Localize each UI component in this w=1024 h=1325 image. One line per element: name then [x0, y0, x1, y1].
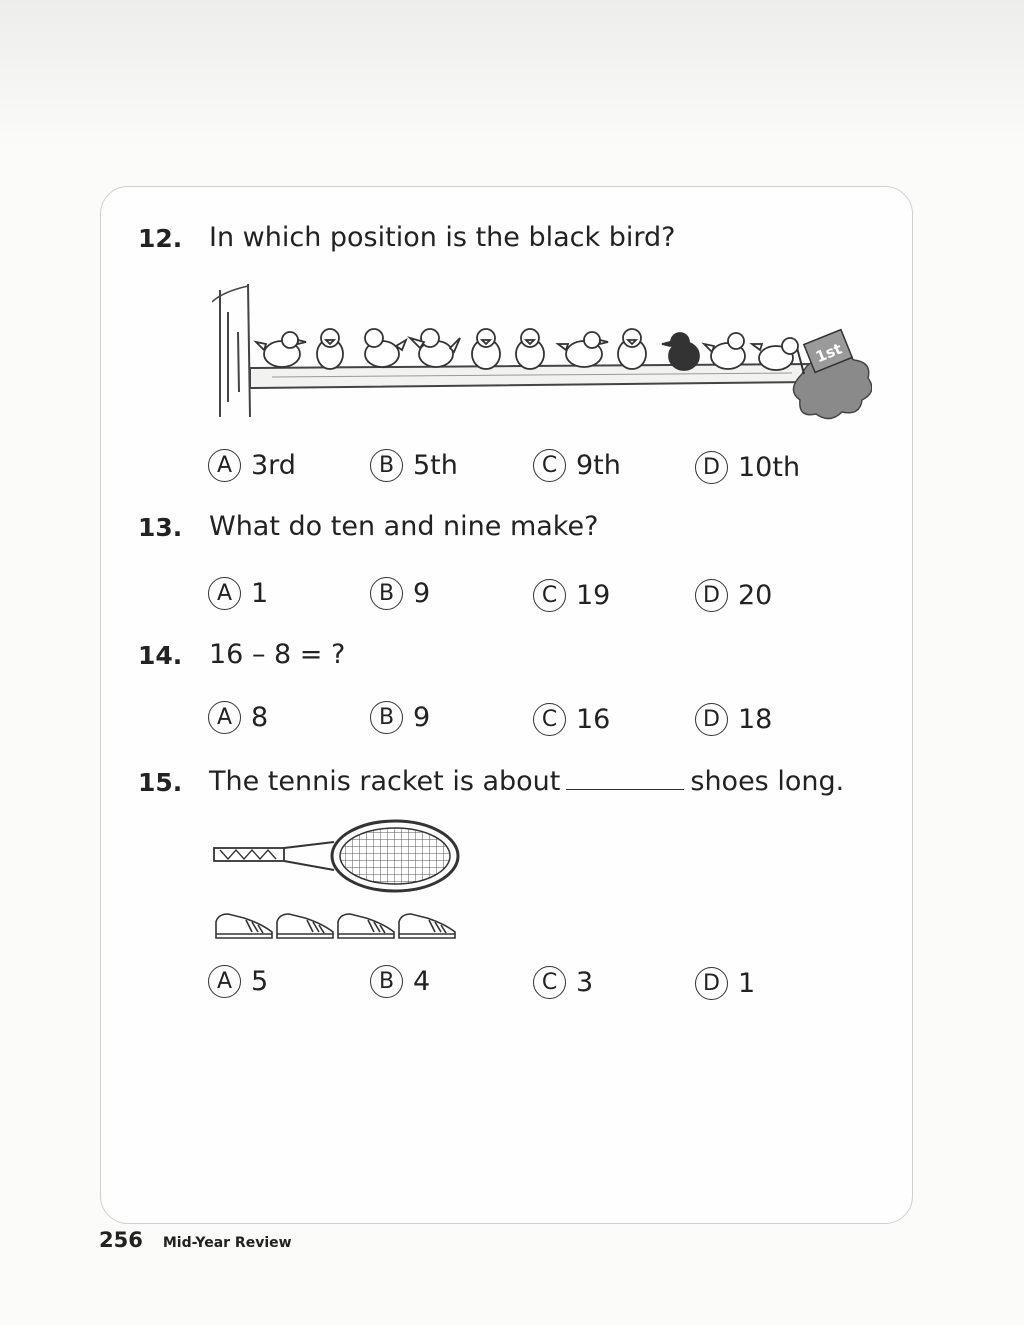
- option-a[interactable]: [208, 701, 268, 734]
- option-value: 9th: [576, 450, 621, 481]
- option-a[interactable]: [208, 449, 296, 482]
- option-value: 20: [738, 580, 773, 611]
- bird-icon: [704, 333, 745, 369]
- tennis-racket-and-shoes-illustration: [212, 818, 464, 944]
- option-value: 3rd: [251, 450, 296, 481]
- question-text-after: shoes long.: [690, 766, 845, 797]
- option-c[interactable]: [533, 966, 593, 999]
- option-value: 3: [576, 967, 594, 998]
- question-text: 16 – 8 = ?: [209, 639, 346, 670]
- question-text: [209, 766, 844, 797]
- option-letter-circle: A: [208, 701, 241, 734]
- option-value: 10th: [738, 452, 801, 483]
- option-c[interactable]: [533, 579, 610, 612]
- question-text: What do ten and nine make?: [209, 511, 599, 542]
- option-value: 18: [738, 704, 773, 735]
- answer-blank: [566, 771, 684, 790]
- option-b[interactable]: [370, 577, 430, 610]
- option-c[interactable]: [533, 703, 610, 736]
- question-number: 13.: [138, 513, 183, 542]
- bird-icon: [410, 329, 460, 367]
- option-c[interactable]: [533, 449, 621, 482]
- option-value: 9: [413, 702, 431, 733]
- question-number: 12.: [138, 224, 183, 253]
- question-number: 14.: [138, 641, 183, 670]
- option-letter-circle: A: [208, 577, 241, 610]
- question-text-before: The tennis racket is about: [209, 766, 561, 797]
- option-letter-circle: D: [695, 579, 728, 612]
- bird-icon: [618, 329, 646, 369]
- birds-on-branch-illustration: [212, 282, 872, 422]
- option-letter-circle: C: [533, 579, 566, 612]
- question-text: In which position is the black bird?: [209, 222, 676, 253]
- option-value: 16: [576, 704, 611, 735]
- bird-icon: [472, 329, 500, 369]
- option-value: 1: [738, 968, 756, 999]
- tennis-racket-icon: [214, 821, 458, 891]
- bird-icon: [558, 332, 608, 367]
- option-value: 4: [413, 966, 431, 997]
- question-number: 15.: [138, 768, 183, 797]
- option-d[interactable]: [695, 703, 772, 736]
- section-label: Mid-Year Review: [162, 1235, 292, 1251]
- option-letter-circle: D: [695, 703, 728, 736]
- shoe-icon: [338, 914, 394, 938]
- option-letter-circle: A: [208, 965, 241, 998]
- option-letter-circle: D: [695, 451, 728, 484]
- option-letter-circle: B: [370, 965, 403, 998]
- option-d[interactable]: [695, 967, 755, 1000]
- shoe-icon: [277, 914, 333, 938]
- bird-icon: [317, 329, 343, 369]
- option-b[interactable]: [370, 701, 430, 734]
- option-letter-circle: C: [533, 703, 566, 736]
- scan-shadow: [0, 0, 1024, 150]
- option-letter-circle: B: [370, 701, 403, 734]
- option-b[interactable]: [370, 965, 430, 998]
- option-value: 9: [413, 578, 431, 609]
- option-value: 19: [576, 580, 611, 611]
- option-a[interactable]: [208, 577, 268, 610]
- shoe-icon: [216, 914, 272, 938]
- option-value: 5th: [413, 450, 458, 481]
- option-a[interactable]: [208, 965, 268, 998]
- option-letter-circle: D: [695, 967, 728, 1000]
- option-value: 5: [251, 966, 269, 997]
- shoe-icon: [399, 914, 455, 938]
- option-letter-circle: B: [370, 577, 403, 610]
- option-letter-circle: A: [208, 449, 241, 482]
- option-letter-circle: C: [533, 966, 566, 999]
- flag-label: 1st: [813, 339, 845, 367]
- option-letter-circle: B: [370, 449, 403, 482]
- bird-icon: [516, 329, 544, 369]
- bird-icon: [365, 329, 406, 367]
- option-value: 1: [251, 578, 269, 609]
- bird-icon: [256, 332, 306, 367]
- option-b[interactable]: [370, 449, 458, 482]
- page-footer: [99, 1228, 292, 1252]
- option-d[interactable]: [695, 451, 800, 484]
- option-value: 8: [251, 702, 269, 733]
- option-d[interactable]: [695, 579, 772, 612]
- page-number: 256: [99, 1228, 143, 1252]
- option-letter-circle: C: [533, 449, 566, 482]
